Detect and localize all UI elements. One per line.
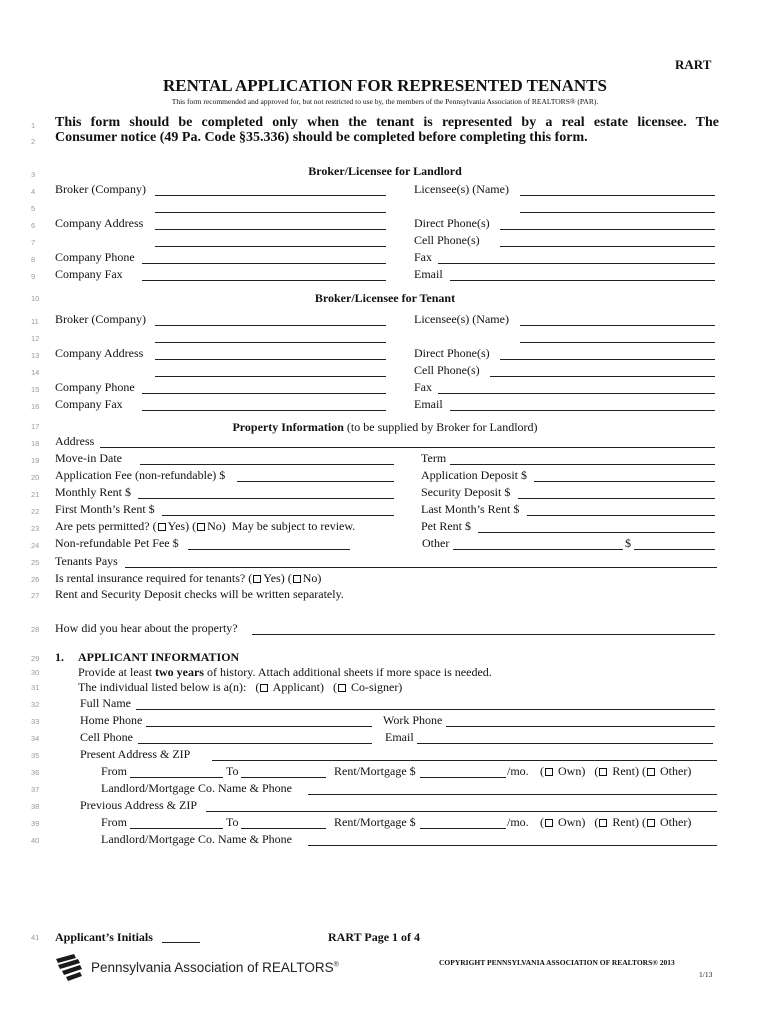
- line-number: 25: [31, 558, 40, 567]
- line-number: 21: [31, 490, 40, 499]
- pets-question-text: Are pets permitted? (: [55, 519, 157, 533]
- insurance-no-label: No): [302, 571, 322, 585]
- tenants-pays-label: Tenants Pays: [55, 554, 118, 568]
- monthly-rent-field[interactable]: [138, 498, 394, 499]
- tenant-direct-phone-label: Direct Phone(s): [414, 346, 490, 360]
- line-number: 4: [31, 187, 36, 196]
- landlord-broker-company-field-2[interactable]: [155, 212, 386, 213]
- tenant-email-field[interactable]: [450, 410, 715, 411]
- landlord-licensees-field[interactable]: [520, 195, 715, 196]
- home-phone-label: Home Phone: [80, 713, 143, 727]
- property-heading-bold: Property Information: [232, 420, 344, 434]
- landlord-email-label: Email: [414, 267, 443, 281]
- landlord-company-fax-field[interactable]: [142, 280, 386, 281]
- rental-insurance-question: [55, 571, 321, 585]
- previous-own-checkbox[interactable]: [545, 819, 553, 827]
- application-fee-field[interactable]: [237, 481, 394, 482]
- home-phone-field[interactable]: [146, 726, 372, 727]
- monthly-rent-label: Monthly Rent $: [55, 485, 132, 499]
- revision-date: 1/13: [699, 970, 713, 979]
- term-field[interactable]: [450, 464, 715, 465]
- tenant-email-label: Email: [414, 397, 443, 411]
- tenant-broker-company-field-2[interactable]: [155, 342, 386, 343]
- line-number: 16: [31, 402, 40, 411]
- present-landlord-field[interactable]: [308, 794, 717, 795]
- present-rent-field[interactable]: [420, 777, 506, 778]
- line-number: 37: [31, 785, 40, 794]
- landlord-company-address-label: Company Address: [55, 216, 144, 230]
- tenant-broker-heading: Broker/Licensee for Tenant: [314, 291, 456, 305]
- line-number: 31: [31, 683, 40, 692]
- line-number: 29: [31, 654, 40, 663]
- address-field[interactable]: [100, 447, 715, 448]
- other-fee-dollar: $: [625, 536, 631, 550]
- notice-line-1: This form should be completed only when the tenant is represented by a real estate licensee. The: [55, 115, 719, 130]
- page-number: RART Page 1 of 4: [328, 930, 421, 944]
- line-number: 26: [31, 575, 40, 584]
- present-rent-label: Rent/Mortgage $: [334, 764, 416, 778]
- line-number: 15: [31, 385, 40, 394]
- landlord-fax-field[interactable]: [438, 263, 715, 264]
- move-in-date-field[interactable]: [140, 464, 394, 465]
- present-to-label: To: [226, 764, 239, 778]
- cosigner-option-label: Co-signer): [350, 680, 403, 694]
- org-name-text: Pennsylvania Association of REALTORS: [91, 960, 334, 975]
- landlord-fax-label: Fax: [414, 250, 432, 264]
- security-deposit-field[interactable]: [518, 498, 715, 499]
- landlord-company-address-field[interactable]: [155, 229, 386, 230]
- line-number: 2: [31, 137, 36, 146]
- notice-line-2: Consumer notice (49 Pa. Code §35.336) should be completed before completing this form.: [55, 130, 588, 145]
- move-in-date-label: Move-in Date: [55, 451, 122, 465]
- line-number: 18: [31, 439, 40, 448]
- landlord-direct-phone-field[interactable]: [500, 229, 715, 230]
- present-per-month: /mo.: [507, 764, 529, 778]
- landlord-broker-company-label: Broker (Company): [55, 182, 146, 196]
- tenant-fax-field[interactable]: [438, 393, 715, 394]
- tenant-direct-phone-field[interactable]: [500, 359, 715, 360]
- tenant-fax-label: Fax: [414, 380, 432, 394]
- insurance-yes-label: Yes) (: [263, 571, 292, 585]
- org-name: [91, 960, 339, 975]
- line-number: 27: [31, 591, 40, 600]
- pet-fee-field[interactable]: [188, 549, 350, 550]
- tenant-licensees-label: Licensee(s) (Name): [414, 312, 509, 326]
- line-number: 12: [31, 334, 40, 343]
- present-own-label: Own): [558, 764, 586, 778]
- application-deposit-label: Application Deposit $: [421, 468, 527, 482]
- previous-to-label: To: [226, 815, 239, 829]
- line-number: 9: [31, 272, 36, 281]
- landlord-company-fax-label: Company Fax: [55, 267, 123, 281]
- page-subtitle: This form recommended and approved for, but not restricted to use by, the members of the Pennsylvania Association of REALTORS® (PAR).: [171, 97, 599, 106]
- previous-residence-type: ( Own) ( Rent) ( Other): [540, 815, 692, 829]
- line-number: 24: [31, 541, 40, 550]
- line-number: 35: [31, 751, 40, 760]
- pet-rent-label: Pet Rent $: [421, 519, 471, 533]
- full-name-field[interactable]: [136, 709, 715, 710]
- address-label: Address: [55, 434, 95, 448]
- cell-phone-label: Cell Phone: [80, 730, 133, 744]
- copyright: COPYRIGHT PENNSYLVANIA ASSOCIATION OF REALTORS® 2013: [439, 958, 675, 967]
- tenant-company-fax-field[interactable]: [142, 410, 386, 411]
- last-month-rent-field[interactable]: [527, 515, 715, 516]
- tenant-broker-company-field[interactable]: [155, 325, 386, 326]
- applicant-type-question: The individual listed below is a(n): ( Applicant) ( Co-signer): [78, 680, 403, 694]
- landlord-broker-company-field[interactable]: [155, 195, 386, 196]
- present-rent-checkbox[interactable]: [599, 768, 607, 776]
- pets-yes-checkbox[interactable]: [158, 523, 166, 531]
- line-number: 28: [31, 625, 40, 634]
- pets-no-label: No): [207, 519, 226, 533]
- other-fee-amount-field[interactable]: [634, 549, 715, 550]
- last-month-rent-label: Last Month’s Rent $: [421, 502, 520, 516]
- present-address-label: Present Address & ZIP: [80, 747, 191, 761]
- line-number: 41: [31, 933, 40, 942]
- initials-field[interactable]: [162, 942, 200, 943]
- landlord-licensees-label: Licensee(s) (Name): [414, 182, 509, 196]
- previous-other-label: Other): [660, 815, 692, 829]
- line-number: 40: [31, 836, 40, 845]
- tenant-company-phone-label: Company Phone: [55, 380, 135, 394]
- line-number: 32: [31, 700, 40, 709]
- present-rent-option-label: Rent): [612, 764, 639, 778]
- applicant-type-checkbox[interactable]: [260, 684, 268, 692]
- landlord-direct-phone-label: Direct Phone(s): [414, 216, 490, 230]
- tenant-company-address-field[interactable]: [155, 359, 386, 360]
- tenant-licensees-field-2[interactable]: [520, 342, 715, 343]
- pet-rent-field[interactable]: [478, 532, 715, 533]
- present-landlord-label: Landlord/Mortgage Co. Name & Phone: [101, 781, 292, 795]
- first-month-rent-field[interactable]: [162, 515, 394, 516]
- initials-label: Applicant’s Initials: [55, 930, 153, 944]
- previous-landlord-label: Landlord/Mortgage Co. Name & Phone: [101, 832, 292, 846]
- previous-own-label: Own): [558, 815, 586, 829]
- landlord-broker-heading: Broker/Licensee for Landlord: [308, 164, 462, 178]
- line-number: 39: [31, 819, 40, 828]
- pet-fee-label: Non-refundable Pet Fee $: [55, 536, 179, 550]
- previous-address-field[interactable]: [206, 811, 717, 812]
- line-number: 5: [31, 204, 36, 213]
- history-instruction: [78, 665, 492, 679]
- previous-landlord-field[interactable]: [308, 845, 717, 846]
- landlord-licensees-field-2[interactable]: [520, 212, 715, 213]
- pets-permitted-question: [55, 519, 355, 533]
- line-number: 33: [31, 717, 40, 726]
- landlord-cell-phone-label: Cell Phone(s): [414, 233, 480, 247]
- term-label: Term: [421, 451, 447, 465]
- previous-rent-option-label: Rent): [612, 815, 639, 829]
- pets-yes-label: Yes) (: [167, 519, 197, 533]
- tenant-cell-phone-field[interactable]: [490, 376, 715, 377]
- insurance-question-text: Is rental insurance required for tenants? (: [55, 571, 253, 585]
- work-phone-field[interactable]: [446, 726, 715, 727]
- present-address-field[interactable]: [212, 760, 717, 761]
- insurance-yes-checkbox[interactable]: [253, 575, 261, 583]
- line-number: 13: [31, 351, 40, 360]
- form-code: RART: [675, 57, 712, 72]
- line-number: 36: [31, 768, 40, 777]
- hear-about-field[interactable]: [252, 634, 715, 635]
- line-number: 14: [31, 368, 40, 377]
- work-phone-label: Work Phone: [383, 713, 443, 727]
- individual-text: The individual listed below is a(n):: [78, 680, 247, 694]
- landlord-company-phone-field[interactable]: [142, 263, 386, 264]
- previous-to-field[interactable]: [241, 828, 326, 829]
- line-number: 11: [31, 317, 39, 326]
- tenant-company-fax-label: Company Fax: [55, 397, 123, 411]
- line-number: 20: [31, 473, 40, 482]
- other-fee-label: Other: [422, 536, 450, 550]
- email-label: Email: [385, 730, 414, 744]
- present-own-checkbox[interactable]: [545, 768, 553, 776]
- other-fee-description-field[interactable]: [453, 549, 623, 550]
- line-number: 3: [31, 170, 36, 179]
- applicant-option-label: Applicant): [272, 680, 324, 694]
- line-number: 10: [31, 294, 40, 303]
- pets-no-checkbox[interactable]: [197, 523, 205, 531]
- line-number: 38: [31, 802, 40, 811]
- line-number: 19: [31, 456, 40, 465]
- landlord-company-address-field-2[interactable]: [155, 246, 386, 247]
- previous-from-label: From: [101, 815, 128, 829]
- application-fee-label: Application Fee (non-refundable) $: [55, 468, 226, 482]
- present-from-label: From: [101, 764, 128, 778]
- history-text-pre: Provide at least: [78, 665, 155, 679]
- checks-note: Rent and Security Deposit checks will be written separately.: [55, 587, 344, 601]
- line-number: 8: [31, 255, 36, 264]
- present-residence-type: ( Own) ( Rent) ( Other): [540, 764, 692, 778]
- line-number: 17: [31, 422, 40, 431]
- pets-note: May be subject to review.: [231, 519, 356, 533]
- previous-from-field[interactable]: [130, 828, 223, 829]
- present-to-field[interactable]: [241, 777, 326, 778]
- previous-other-checkbox[interactable]: [647, 819, 655, 827]
- insurance-no-checkbox[interactable]: [293, 575, 301, 583]
- tenant-company-phone-field[interactable]: [142, 393, 386, 394]
- tenant-broker-company-label: Broker (Company): [55, 312, 146, 326]
- landlord-email-field[interactable]: [450, 280, 715, 281]
- property-heading: [0, 420, 770, 434]
- line-number: 30: [31, 668, 40, 677]
- property-heading-rest: (to be supplied by Broker for Landlord): [346, 420, 538, 434]
- tenant-company-address-field-2[interactable]: [155, 376, 386, 377]
- cell-phone-field[interactable]: [138, 743, 372, 744]
- history-text-bold: two years: [154, 665, 204, 679]
- full-name-label: Full Name: [80, 696, 131, 710]
- history-text-post: of history. Attach additional sheets if more space is needed.: [203, 665, 492, 679]
- line-number: 23: [31, 524, 40, 533]
- line-number: 22: [31, 507, 40, 516]
- cosigner-type-checkbox[interactable]: [338, 684, 346, 692]
- landlord-cell-phone-field[interactable]: [500, 246, 715, 247]
- present-other-label: Other): [660, 764, 692, 778]
- par-logo-icon: [54, 953, 84, 983]
- security-deposit-label: Security Deposit $: [421, 485, 511, 499]
- page-title: RENTAL APPLICATION FOR REPRESENTED TENANTS: [163, 76, 607, 95]
- tenants-pays-field[interactable]: [125, 567, 717, 568]
- previous-rent-checkbox[interactable]: [599, 819, 607, 827]
- line-number: 6: [31, 221, 36, 230]
- line-number: 1: [31, 121, 36, 130]
- application-deposit-field[interactable]: [534, 481, 715, 482]
- tenant-cell-phone-label: Cell Phone(s): [414, 363, 480, 377]
- line-number: 7: [31, 238, 36, 247]
- present-from-field[interactable]: [130, 777, 223, 778]
- previous-per-month: /mo.: [507, 815, 529, 829]
- previous-address-label: Previous Address & ZIP: [80, 798, 197, 812]
- previous-rent-field[interactable]: [420, 828, 506, 829]
- section-number: 1.: [55, 650, 64, 664]
- email-field[interactable]: [417, 743, 713, 744]
- tenant-licensees-field[interactable]: [520, 325, 715, 326]
- org-registered-mark: ®: [333, 961, 339, 969]
- hear-about-label: How did you hear about the property?: [55, 621, 238, 635]
- applicant-heading: APPLICANT INFORMATION: [78, 650, 240, 664]
- tenant-company-address-label: Company Address: [55, 346, 144, 360]
- first-month-rent-label: First Month’s Rent $: [55, 502, 155, 516]
- landlord-company-phone-label: Company Phone: [55, 250, 135, 264]
- line-number: 34: [31, 734, 40, 743]
- present-other-checkbox[interactable]: [647, 768, 655, 776]
- previous-rent-label: Rent/Mortgage $: [334, 815, 416, 829]
